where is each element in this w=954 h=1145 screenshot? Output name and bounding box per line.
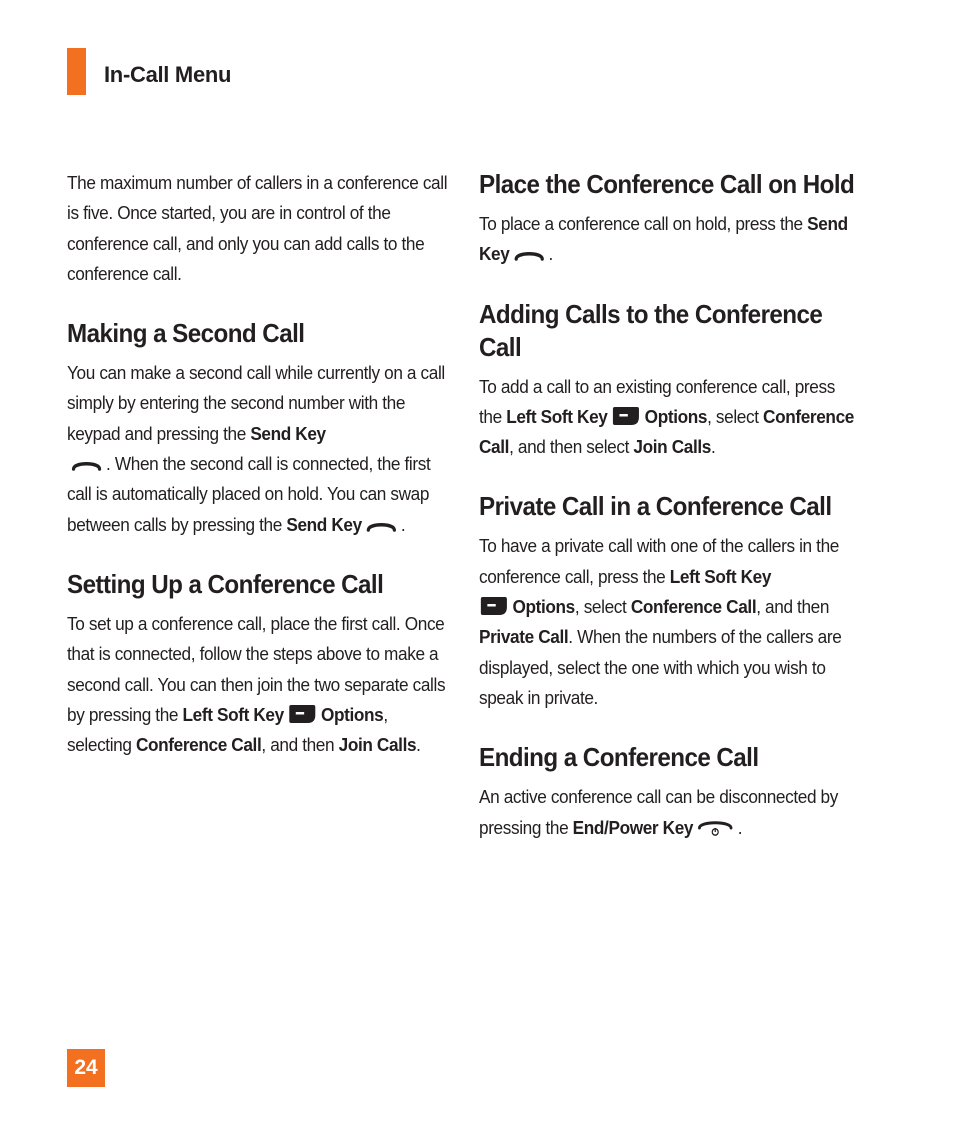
private-call-paragraph: To have a private call with one of the callers in the conference call, press the Left Soft Key Options, select Conference Call, and then Private Call. When the numbers of the callers are displayed, select the one with which you wish to speak in private.: [479, 535, 842, 708]
left-soft-key-icon: [611, 405, 641, 427]
join-calls-label: Join Calls: [633, 436, 711, 458]
heading-place-on-hold: Place the Conference Call on Hold: [479, 169, 855, 199]
conference-call-label: Conference Call: [135, 734, 262, 756]
adding-calls-paragraph: To add a call to an existing conference call, press the Left Soft Key Options, select Conference Call, and then select Join Calls.: [479, 375, 854, 458]
making-second-call-paragraph: You can make a second call while currently on a call simply by entering the second number with the keypad and pressing the Send Key . When the second call is connected, the first call is automatically placed on hold. You can swap between calls by pressing the Send Key .: [67, 362, 445, 535]
right-column: [479, 168, 859, 843]
left-soft-key-icon: [479, 595, 509, 617]
ending-conference-paragraph: An active conference call can be disconnected by pressing the End/Power Key .: [479, 786, 838, 838]
heading-making-second-call: Making a Second Call: [67, 318, 305, 349]
left-soft-key-icon: [287, 703, 317, 725]
join-calls-label: Join Calls: [338, 734, 417, 756]
setting-up-conference-paragraph: To set up a conference call, place the first call. Once that is connected, follow the steps above to make a second call. You can then join the two separate calls by pressing the Left Soft Key Options, selecting Conference Call, and then Join Calls.: [67, 612, 446, 756]
left-soft-key-label: Left Soft Key: [182, 703, 284, 725]
left-soft-key-label: Left Soft Key: [669, 565, 772, 587]
heading-setting-up-conference: Setting Up a Conference Call: [67, 568, 384, 599]
left-soft-key-label: Left Soft Key: [506, 405, 608, 427]
end-power-key-icon: [697, 820, 734, 838]
conference-call-label: Conference Call: [630, 596, 757, 618]
heading-adding-calls: Adding Calls to the Conference Call: [479, 298, 823, 362]
place-on-hold-paragraph: To place a conference call on hold, press the Send Key .: [479, 213, 848, 265]
section-title: In-Call Menu: [104, 62, 232, 87]
send-key-icon: [71, 458, 103, 472]
intro-paragraph: The maximum number of callers in a conference call is five. Once started, you are in control of the conference call, and only you can add calls to the conference call.: [67, 172, 448, 284]
options-label: Options: [320, 703, 384, 725]
private-call-label: Private Call: [479, 626, 569, 648]
left-column: [67, 168, 447, 760]
heading-private-call: Private Call in a Conference Call: [479, 491, 832, 522]
send-key-label-2: Send Key: [286, 513, 362, 535]
conference-call-label: Conference Call: [479, 405, 854, 458]
send-key-icon: [513, 248, 545, 262]
send-key-label: Send Key: [479, 213, 848, 265]
heading-ending-conference: Ending a Conference Call: [479, 742, 759, 773]
end-power-key-label: End/Power Key: [572, 816, 694, 838]
page-number: 24: [67, 1049, 105, 1087]
options-label: Options: [512, 596, 575, 618]
send-key-label: Send Key: [250, 422, 326, 444]
send-key-icon: [365, 519, 397, 533]
header-accent-bar: [67, 48, 86, 95]
options-label: Options: [644, 405, 708, 427]
